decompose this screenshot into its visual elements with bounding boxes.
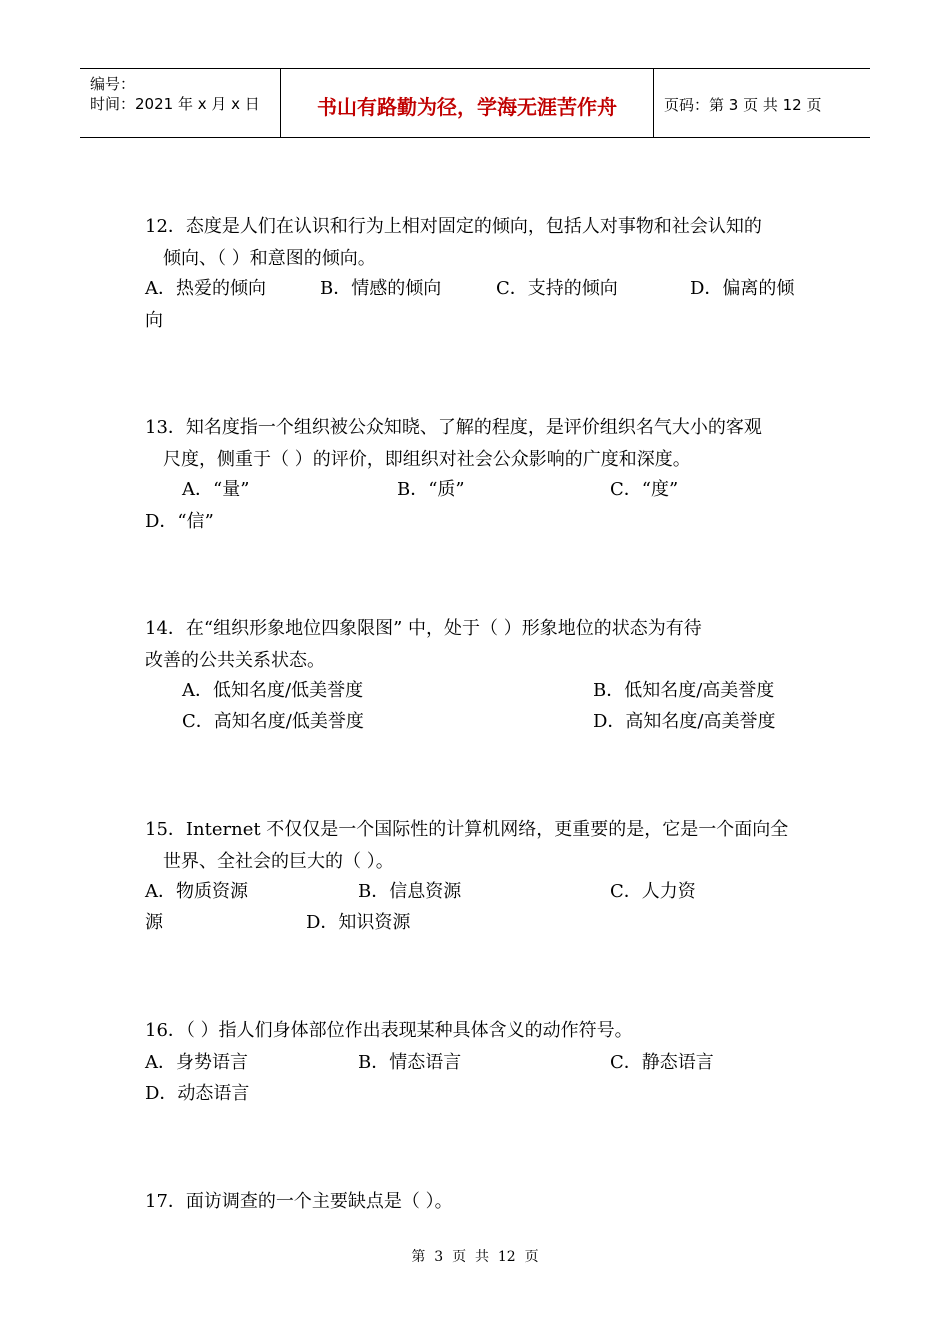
question-14-text-line2: 改善的公共关系状态。	[145, 650, 325, 671]
page-footer: 第 3 页 共 12 页	[411, 1249, 539, 1265]
question-15-text-line2: 世界、全社会的巨大的（ ）。	[163, 851, 394, 872]
question-12-option-d: D．偏离的倾	[690, 278, 795, 299]
question-14-option-c: C．高知名度/低美誉度	[182, 711, 364, 732]
document-number-label: 编号：	[90, 75, 136, 93]
question-13-text-line1: 13．知名度指一个组织被公众知晓、了解的程度，是评价组织名气大小的客观	[145, 417, 762, 438]
question-13-option-a: A．“量”	[182, 479, 250, 500]
question-13-option-d: D．“信”	[145, 511, 214, 532]
question-12-option-b: B．情感的倾向	[320, 278, 442, 299]
question-15-option-a: A．物质资源	[145, 881, 248, 902]
header-page-info: 页码：第 3 页 共 12 页	[664, 96, 822, 114]
question-17-text-line1: 17．面访调查的一个主要缺点是（ ）。	[145, 1191, 453, 1212]
question-16-option-d: D．动态语言	[145, 1083, 250, 1104]
document-date-label: 时间：2021 年 x 月 x 日	[90, 95, 260, 113]
question-12-text-line1: 12．态度是人们在认识和行为上相对固定的倾向，包括人对事物和社会认知的	[145, 216, 762, 237]
question-15-option-c-wrap: 源	[145, 912, 163, 933]
question-15-text-line1: 15．Internet 不仅仅是一个国际性的计算机网络，更重要的是，它是一个面向全	[145, 819, 789, 840]
question-12-option-a: A．热爱的倾向	[145, 278, 266, 299]
header-motto: 书山有路勤为径，学海无涯苦作舟	[317, 95, 617, 119]
question-14-option-b: B．低知名度/高美誉度	[593, 680, 775, 701]
question-16-text-line1: 16．（ ）指人们身体部位作出表现某种具体含义的动作符号。	[145, 1020, 633, 1041]
question-12-option-c: C．支持的倾向	[496, 278, 618, 299]
header-left-cell	[80, 69, 281, 137]
header-middle-cell	[281, 69, 654, 137]
question-16-option-a: A．身势语言	[145, 1052, 248, 1073]
question-15-option-b: B．信息资源	[358, 881, 462, 902]
page-header	[80, 68, 870, 138]
question-14-option-d: D．高知名度/高美誉度	[593, 711, 776, 732]
question-14-text-line1: 14．在“组织形象地位四象限图” 中，处于（ ）形象地位的状态为有待	[145, 618, 702, 639]
question-13-text-line2: 尺度，侧重于（ ）的评价，即组织对社会公众影响的广度和深度。	[163, 449, 691, 470]
header-right-cell	[654, 69, 870, 137]
question-16-option-c: C．静态语言	[610, 1052, 714, 1073]
question-13-option-b: B．“质”	[397, 479, 465, 500]
question-13-option-c: C．“度”	[610, 479, 679, 500]
question-12-text-line2: 倾向、（ ）和意图的倾向。	[163, 248, 376, 269]
question-12-option-d-wrap: 向	[145, 310, 163, 331]
question-16-option-b: B．情态语言	[358, 1052, 462, 1073]
question-15-option-d: D．知识资源	[306, 912, 411, 933]
question-14-option-a: A．低知名度/低美誉度	[182, 680, 364, 701]
question-15-option-c: C．人力资	[610, 881, 696, 902]
